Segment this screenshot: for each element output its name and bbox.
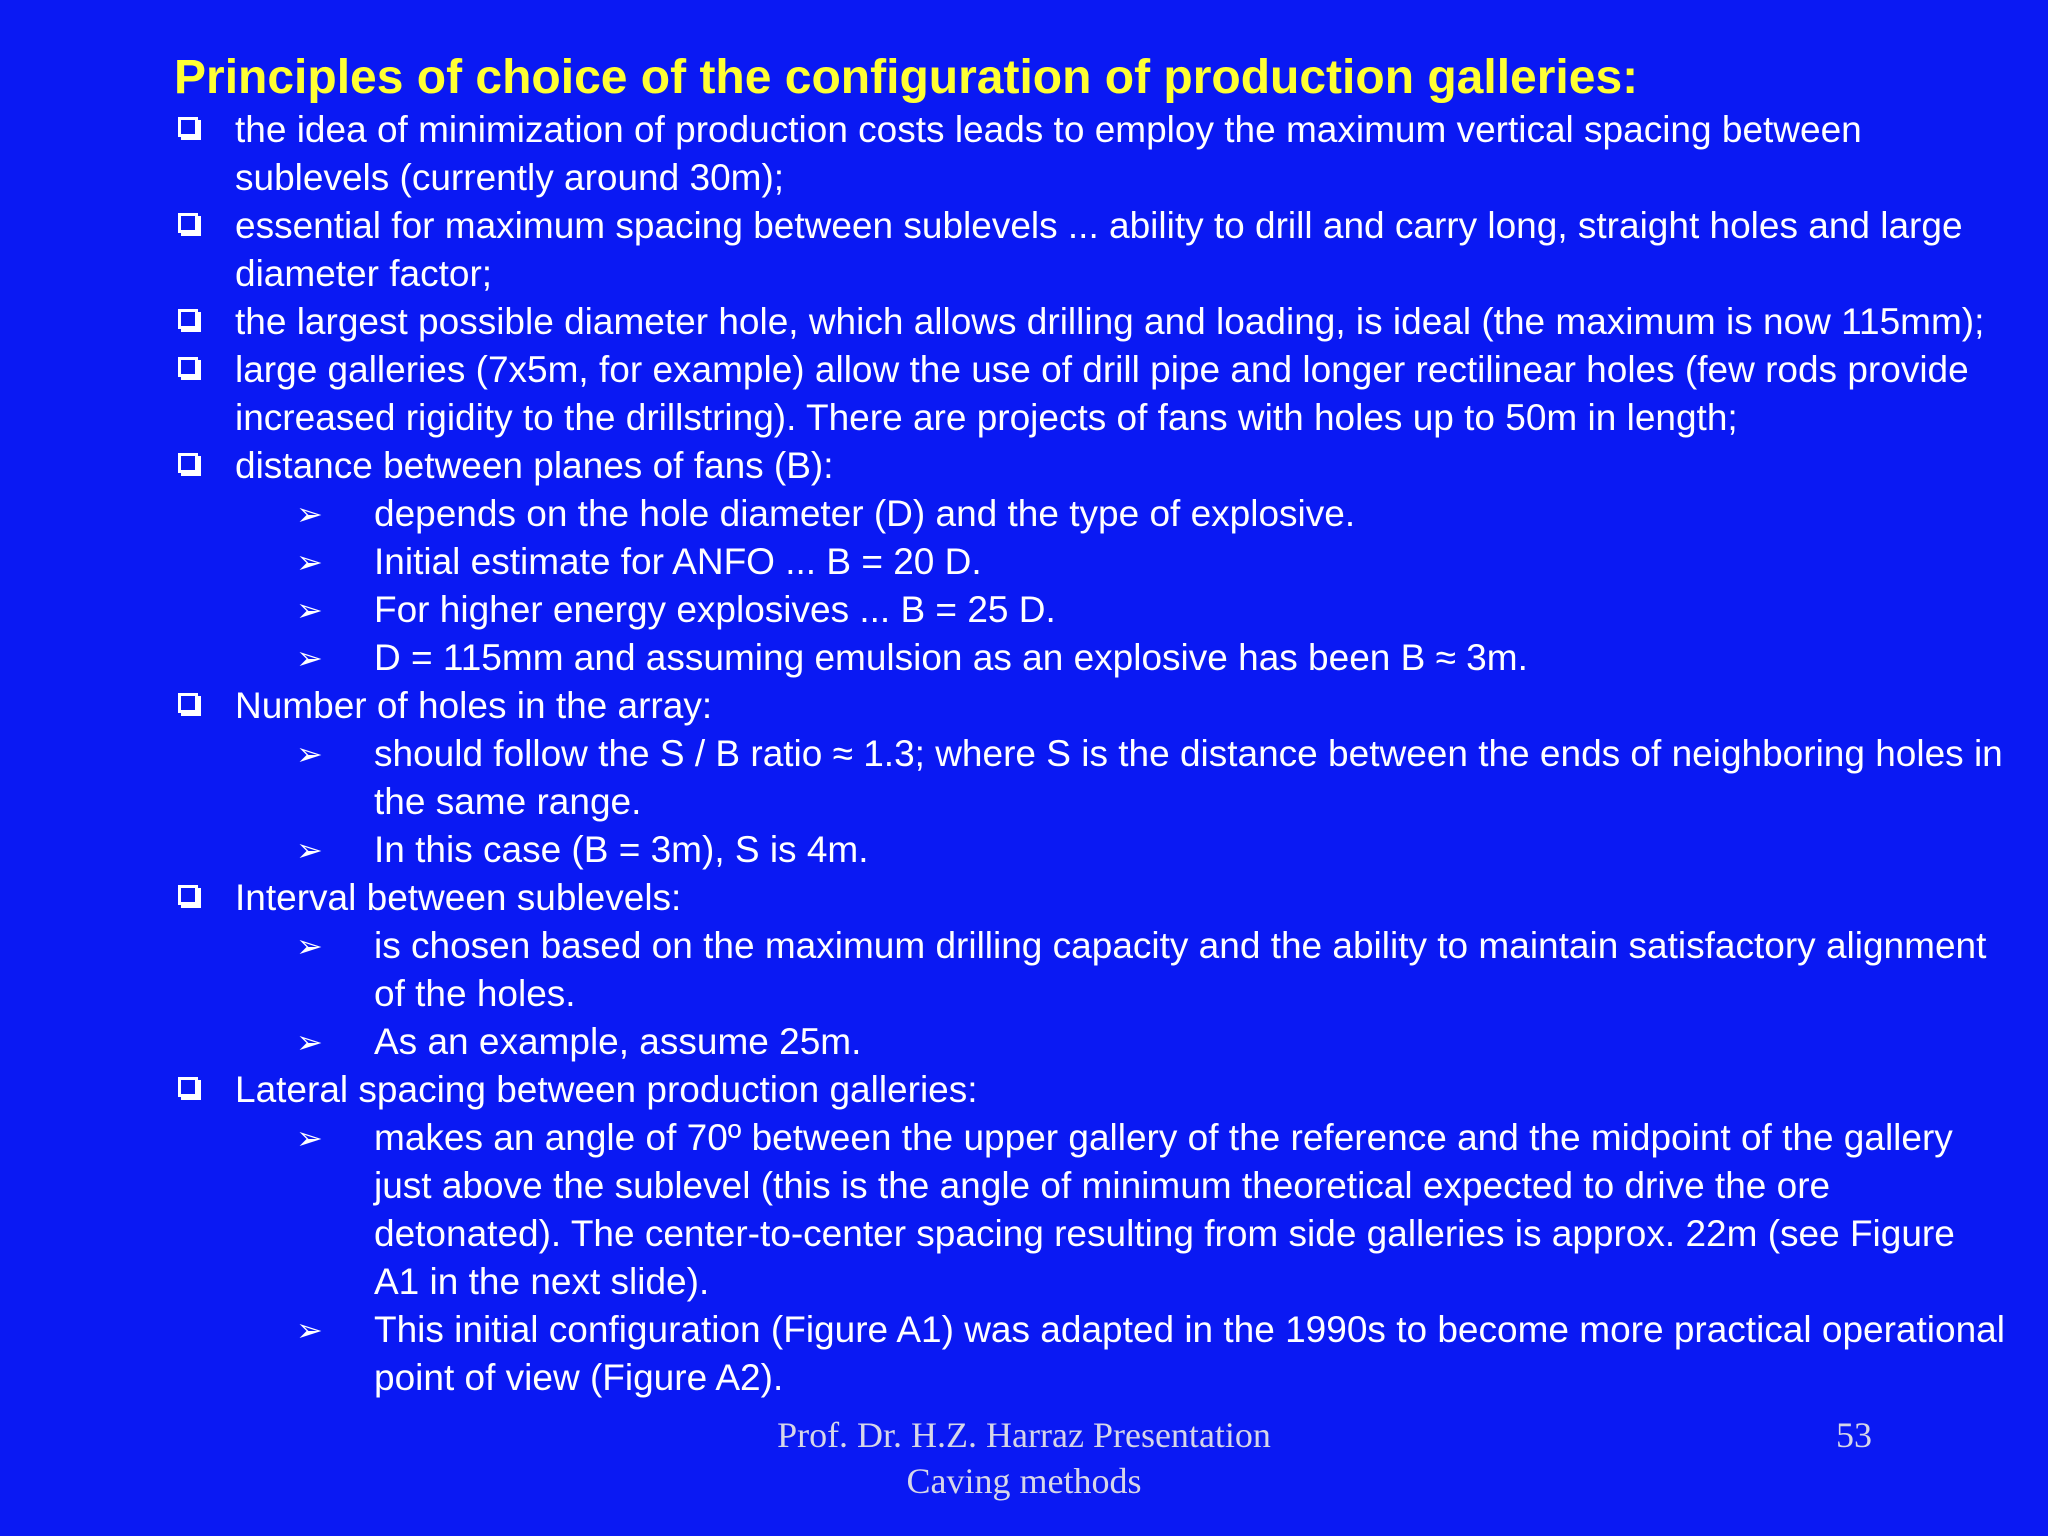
arrowhead-bullet-icon: ➢ <box>296 1119 323 1157</box>
list-item-text: Lateral spacing between production galleries: <box>235 1069 978 1110</box>
page-number: 53 <box>1836 1415 1872 1455</box>
list-item <box>0 682 2048 730</box>
list-item <box>0 298 2048 346</box>
bullet-list <box>0 106 2048 1402</box>
list-item-text: essential for maximum spacing between sublevels ... ability to drill and carry long, straight holes and large diameter factor; <box>235 205 1963 294</box>
sub-list-item <box>0 826 2048 874</box>
list-item-text: makes an angle of 70º between the upper gallery of the reference and the midpoint of the gallery just above the sublevel (this is the angle of minimum theoretical expected to drive the ore detonated). The center-to-center spacing resulting from side galleries is approx. 22m (see Figure A1 in the next slide). <box>374 1117 1955 1302</box>
list-item-text: For higher energy explosives ... B = 25 D. <box>374 589 1056 630</box>
arrowhead-bullet-icon: ➢ <box>296 831 323 869</box>
hollow-square-bullet-icon <box>178 453 198 473</box>
arrowhead-bullet-icon: ➢ <box>296 927 323 965</box>
hollow-square-bullet-icon <box>178 885 198 905</box>
hollow-square-bullet-icon <box>178 117 198 137</box>
sub-list-item <box>0 730 2048 826</box>
list-item <box>0 202 2048 298</box>
hollow-square-bullet-icon <box>178 213 198 233</box>
arrowhead-bullet-icon: ➢ <box>296 495 323 533</box>
list-item <box>0 106 2048 202</box>
hollow-square-bullet-icon <box>178 357 198 377</box>
hollow-square-bullet-icon <box>178 1077 198 1097</box>
list-item-text: Interval between sublevels: <box>235 877 682 918</box>
sub-list-item <box>0 538 2048 586</box>
list-item <box>0 442 2048 490</box>
hollow-square-bullet-icon <box>178 309 198 329</box>
list-item-text: depends on the hole diameter (D) and the type of explosive. <box>374 493 1356 534</box>
list-item-text: This initial configuration (Figure A1) was adapted in the 1990s to become more practical operational point of view (Figure A2). <box>374 1309 2005 1398</box>
sub-list-item <box>0 634 2048 682</box>
list-item-text: large galleries (7x5m, for example) allow the use of drill pipe and longer rectilinear holes (few rods provide increased rigidity to the drillstring). There are projects of fans with holes up to 50m in length; <box>235 349 1969 438</box>
list-item-text: Initial estimate for ANFO ... B = 20 D. <box>374 541 982 582</box>
list-item-text: D = 115mm and assuming emulsion as an explosive has been B ≈ 3m. <box>374 637 1528 678</box>
list-item-text: distance between planes of fans (B): <box>235 445 834 486</box>
arrowhead-bullet-icon: ➢ <box>296 543 323 581</box>
list-item-text: should follow the S / B ratio ≈ 1.3; where S is the distance between the ends of neighboring holes in the same range. <box>374 733 2003 822</box>
list-item-text: the largest possible diameter hole, which allows drilling and loading, is ideal (the maximum is now 115mm); <box>235 301 1985 342</box>
hollow-square-bullet-icon <box>178 693 198 713</box>
sub-list-item <box>0 922 2048 1018</box>
arrowhead-bullet-icon: ➢ <box>296 735 323 773</box>
footer-presenter: Prof. Dr. H.Z. Harraz Presentation <box>777 1415 1271 1455</box>
list-item-text: Number of holes in the array: <box>235 685 713 726</box>
arrowhead-bullet-icon: ➢ <box>296 1311 323 1349</box>
footer-topic: Caving methods <box>906 1461 1142 1501</box>
list-item <box>0 1066 2048 1114</box>
list-item-text: is chosen based on the maximum drilling capacity and the ability to maintain satisfactory alignment of the holes. <box>374 925 1987 1014</box>
list-item <box>0 874 2048 922</box>
arrowhead-bullet-icon: ➢ <box>296 1023 323 1061</box>
list-item-text: In this case (B = 3m), S is 4m. <box>374 829 869 870</box>
slide-title: Principles of choice of the configuration of production galleries: <box>174 51 1639 104</box>
sub-list-item <box>0 1306 2048 1402</box>
list-item-text: the idea of minimization of production costs leads to employ the maximum vertical spacing between sublevels (currently around 30m); <box>235 109 1862 198</box>
sub-list-item <box>0 1114 2048 1306</box>
arrowhead-bullet-icon: ➢ <box>296 639 323 677</box>
sub-list-item <box>0 490 2048 538</box>
sub-list-item <box>0 1018 2048 1066</box>
footer <box>0 1412 2048 1504</box>
list-item <box>0 346 2048 442</box>
sub-list-item <box>0 586 2048 634</box>
list-item-text: As an example, assume 25m. <box>374 1021 862 1062</box>
arrowhead-bullet-icon: ➢ <box>296 591 323 629</box>
